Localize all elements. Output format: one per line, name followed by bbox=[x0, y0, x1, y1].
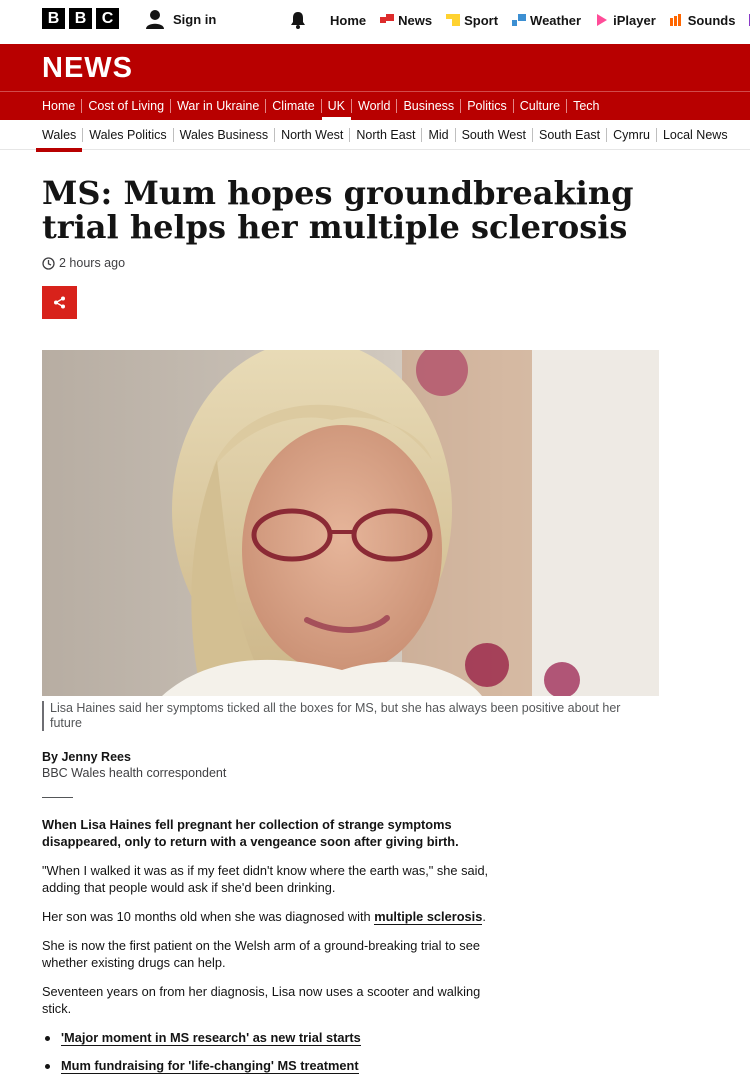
share-icon bbox=[53, 296, 66, 309]
byline-divider bbox=[42, 797, 73, 798]
paragraph-text: Her son was 10 months old when she was diagnosed with bbox=[42, 909, 375, 924]
page-title: MS: Mum hopes groundbreaking trial helps her multiple sclerosis bbox=[42, 174, 634, 246]
weather-icon bbox=[512, 14, 526, 26]
top-nav-home[interactable] bbox=[330, 13, 366, 28]
top-nav-label: Weather bbox=[530, 12, 582, 28]
sub-nav-north-east[interactable]: North East bbox=[356, 127, 416, 142]
top-nav-sport[interactable] bbox=[446, 13, 498, 28]
top-nav-label: Sport bbox=[464, 12, 499, 28]
section-nav-climate[interactable]: Climate bbox=[272, 99, 315, 113]
paragraph: Seventeen years on from her diagnosis, Lisa now uses a scooter and walking stick. bbox=[42, 984, 481, 1016]
byline bbox=[42, 750, 226, 780]
top-nav-label: Home bbox=[330, 12, 367, 28]
author-role: BBC Wales health correspondent bbox=[42, 766, 227, 780]
sounds-icon bbox=[670, 14, 684, 26]
top-nav-label: iPlayer bbox=[613, 12, 656, 28]
sign-in-link[interactable] bbox=[145, 9, 216, 29]
logo-block: C bbox=[96, 8, 119, 29]
list-item bbox=[42, 1029, 492, 1046]
logo-block: B bbox=[69, 8, 92, 29]
bbc-logo[interactable] bbox=[42, 8, 119, 29]
clock-icon bbox=[42, 257, 55, 270]
section-nav-business[interactable]: Business bbox=[403, 99, 455, 113]
sub-nav-cymru[interactable]: Cymru bbox=[613, 127, 650, 142]
timestamp bbox=[42, 256, 125, 270]
paragraph: She is now the first patient on the Welsh arm of a ground-breaking trial to see whether existing drugs can help. bbox=[42, 938, 480, 970]
lead-paragraph: When Lisa Haines fell pregnant her collection of strange symptoms disappeared, only to return with a vengeance soon after giving birth. bbox=[42, 817, 459, 849]
news-logo[interactable]: NEWS bbox=[42, 52, 133, 84]
section-nav-culture[interactable]: Culture bbox=[519, 99, 561, 113]
top-nav-sounds[interactable] bbox=[670, 13, 736, 28]
related-link[interactable]: Mum fundraising for 'life-changing' MS treatment bbox=[61, 1058, 359, 1073]
multiple-sclerosis-link[interactable]: multiple sclerosis bbox=[374, 909, 483, 924]
notifications-bell-icon[interactable] bbox=[290, 11, 306, 34]
related-links bbox=[42, 1029, 492, 1074]
sub-nav-local-news[interactable]: Local News bbox=[662, 127, 728, 142]
masthead bbox=[0, 0, 750, 44]
paragraph-text: . bbox=[482, 909, 486, 924]
section-nav-home[interactable]: Home bbox=[42, 99, 76, 113]
list-item bbox=[42, 1057, 492, 1074]
top-nav-weather[interactable] bbox=[512, 13, 581, 28]
sport-icon bbox=[446, 14, 460, 26]
news-icon bbox=[380, 14, 394, 26]
top-nav-iplayer[interactable] bbox=[595, 13, 656, 28]
sub-nav-south-east[interactable]: South East bbox=[538, 127, 601, 142]
timestamp-text: 2 hours ago bbox=[59, 256, 126, 270]
iplayer-icon bbox=[595, 14, 609, 26]
news-banner bbox=[0, 44, 750, 91]
logo-block: B bbox=[42, 8, 65, 29]
paragraph bbox=[42, 908, 492, 925]
share-button[interactable] bbox=[42, 286, 77, 319]
sub-nav-south-west[interactable]: South West bbox=[461, 127, 526, 142]
paragraph: "When I walked it was as if my feet didn't know where the earth was," she said, adding that people would ask if she'd been drinking. bbox=[42, 863, 489, 895]
top-nav bbox=[330, 0, 750, 40]
section-nav-war-in-ukraine[interactable]: War in Ukraine bbox=[177, 99, 260, 113]
photo-caption: Lisa Haines said her symptoms ticked all the boxes for MS, but she has always been positive about her future bbox=[42, 701, 642, 731]
sub-nav bbox=[0, 120, 750, 150]
related-link[interactable]: 'Major moment in MS research' as new trial starts bbox=[61, 1030, 361, 1045]
article-body bbox=[42, 816, 492, 1084]
user-icon bbox=[145, 9, 165, 29]
section-nav-uk[interactable]: UK bbox=[322, 99, 351, 113]
article-photo bbox=[42, 350, 659, 696]
sub-nav-north-west[interactable]: North West bbox=[281, 127, 344, 142]
section-nav bbox=[0, 91, 750, 120]
sub-nav-wales-politics[interactable]: Wales Politics bbox=[89, 127, 167, 142]
section-nav-tech[interactable]: Tech bbox=[573, 99, 600, 113]
top-nav-label: Sounds bbox=[687, 12, 736, 28]
portrait-image bbox=[42, 350, 659, 696]
sub-nav-wales[interactable]: Wales bbox=[42, 128, 82, 142]
section-nav-cost-of-living[interactable]: Cost of Living bbox=[88, 99, 165, 113]
section-nav-world[interactable]: World bbox=[358, 99, 391, 113]
sign-in-label: Sign in bbox=[173, 11, 217, 27]
section-nav-politics[interactable]: Politics bbox=[467, 99, 507, 113]
sub-nav-mid[interactable]: Mid bbox=[428, 127, 449, 142]
top-nav-news[interactable] bbox=[380, 13, 432, 28]
top-nav-label: News bbox=[398, 12, 433, 28]
author-name: By Jenny Rees bbox=[42, 750, 131, 764]
sub-nav-wales-business[interactable]: Wales Business bbox=[179, 127, 269, 142]
